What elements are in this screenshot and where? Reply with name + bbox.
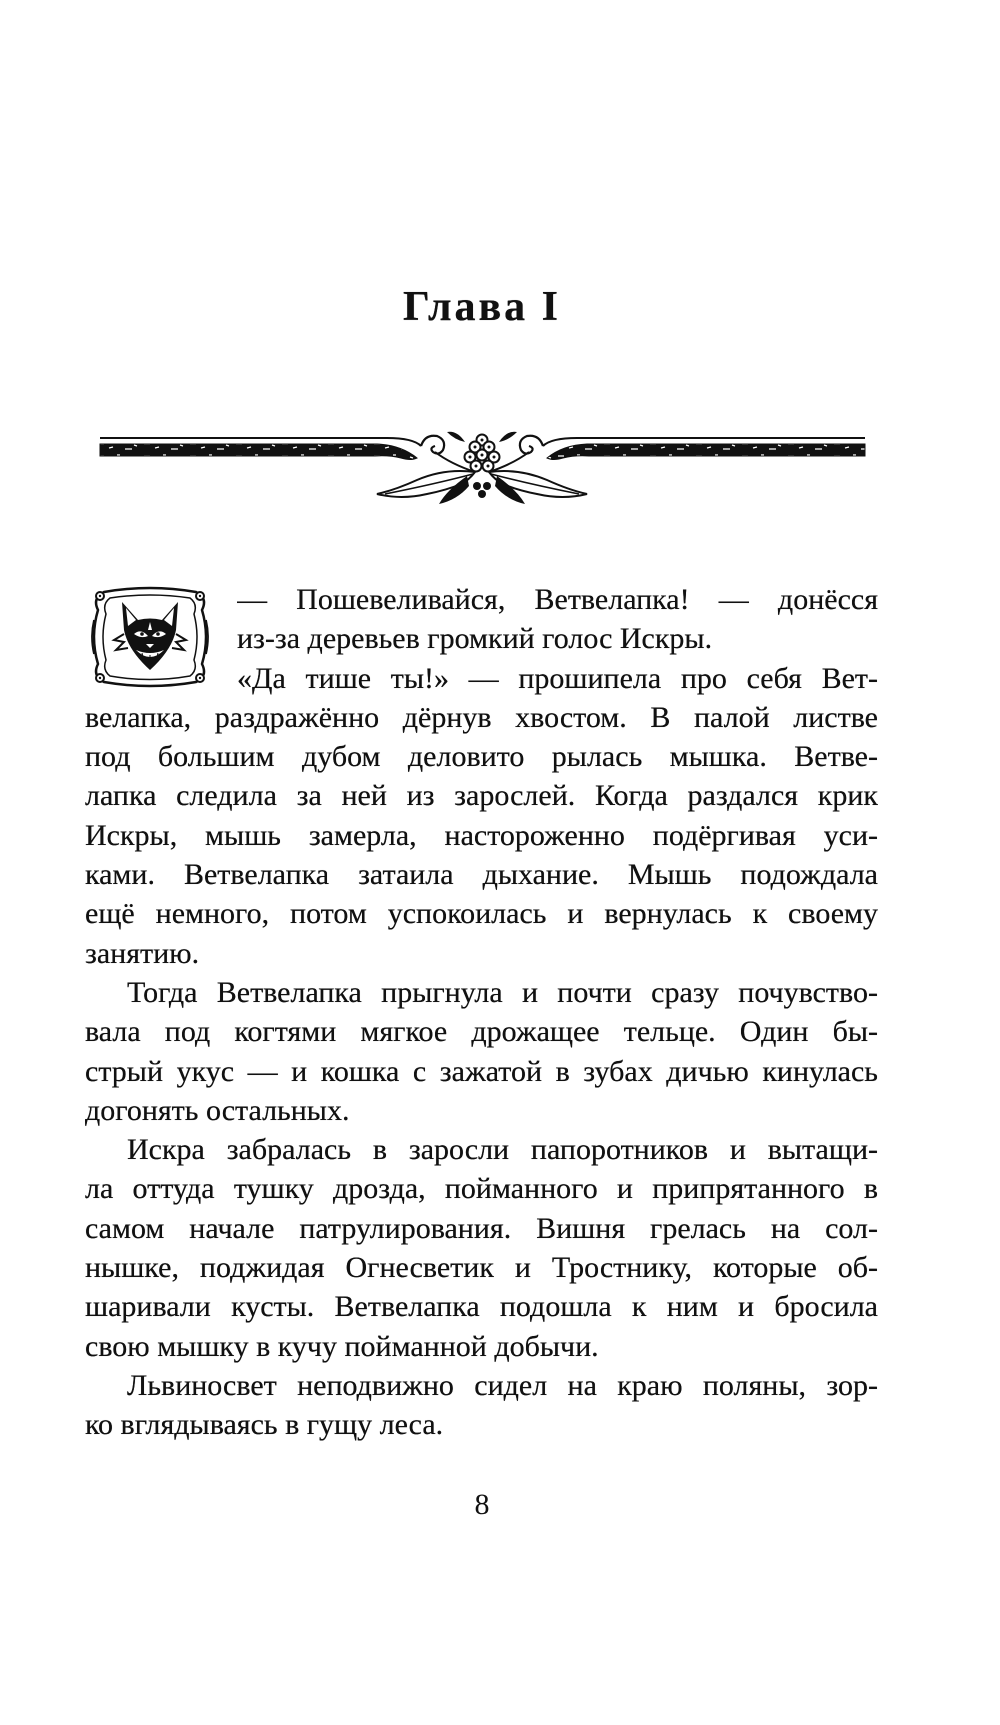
ornament-center-flourish [377, 432, 587, 504]
ornament-right-band [543, 438, 865, 460]
text-line: Тогда Ветвелапка прыгнула и почти сразу почувство- [127, 975, 878, 1009]
text-line: стрый укус — и кошка с зажатой в зубах дичью кинулась [85, 1054, 878, 1088]
text-line: шаривали кусты. Ветвелапка подошла к ним и бросила [85, 1290, 878, 1324]
paragraph [85, 659, 878, 973]
text-line: «Да тише ты!» — прошипела про себя Вет- [237, 661, 878, 695]
paragraph [85, 973, 878, 1130]
page-number: 8 [474, 1488, 490, 1521]
text-line: самом начале патрулирования. Вишня грелась на сол- [85, 1211, 878, 1245]
text-line: ещё немного, потом успокоилась и вернулась к своему [85, 897, 878, 931]
paragraph [85, 1366, 878, 1445]
text-line: Львиносвет неподвижно сидел на краю поляны, зор- [127, 1368, 878, 1402]
text-line: догонять остальных. [85, 1093, 350, 1127]
text-line: Искра забралась в заросли папоротников и вытащи- [127, 1133, 878, 1167]
text-line: ками. Ветвелапка затаила дыхание. Мышь подождала [85, 858, 878, 892]
text-line: велапка, раздражённо дёрнув хвостом. В палой листве [85, 700, 878, 734]
text-line: занятию. [85, 936, 200, 970]
text-line: свою мышку в кучу пойманной добычи. [85, 1329, 599, 1363]
paragraph [85, 580, 878, 659]
berry-cluster-icon [465, 435, 500, 472]
chapter-title: Глава I [402, 284, 562, 330]
text-line: из-за деревьев громкий голос Искры. [237, 622, 713, 656]
chapter-text [85, 580, 878, 1445]
text-line: Искры, мышь замерла, настороженно подёргивая уси- [85, 818, 878, 852]
ornament-left-band [100, 438, 421, 460]
text-line: ко вглядываясь в гущу леса. [85, 1408, 444, 1442]
text-line: — Пошевеливайся, Ветвелапка! — донёсся [237, 583, 878, 616]
paragraph [85, 1130, 878, 1366]
text-line: ла оттуда тушку дрозда, пойманного и припрятанного в [85, 1172, 878, 1206]
floral-divider-icon [95, 428, 870, 510]
text-line: вала под когтями мягкое дрожащее тельце. Один бы- [85, 1015, 878, 1049]
text-line: под большим дубом деловито рылась мышка. Ветве- [85, 740, 878, 774]
text-line: нышке, поджидая Огнесветик и Тростнику, которые об- [85, 1251, 878, 1285]
text-line: лапка следила за ней из зарослей. Когда раздался крик [85, 779, 878, 813]
